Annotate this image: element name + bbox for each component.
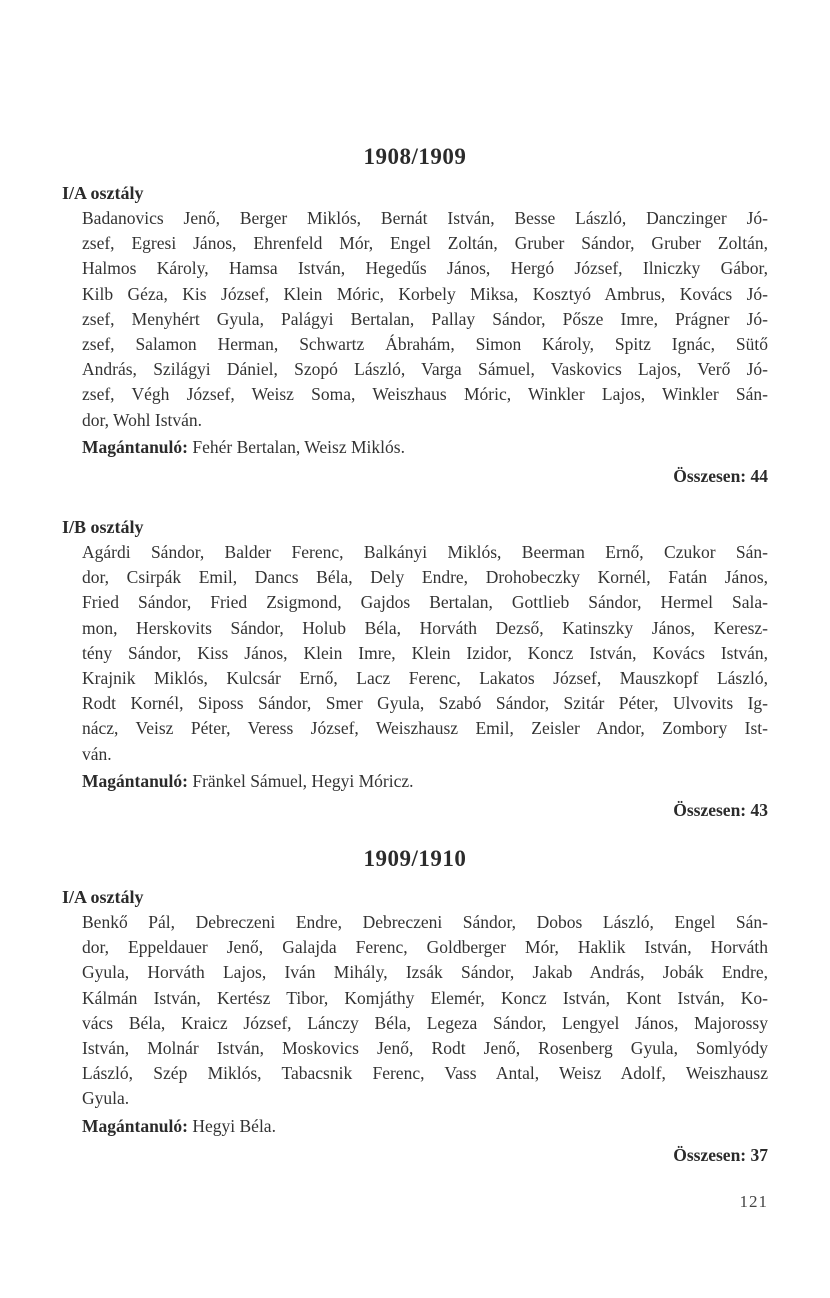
student-list-line: Kilb Géza, Kis József, Klein Móric, Korbely Miksa, Kosztyó Ambrus, Kovács Jó-: [82, 283, 768, 304]
student-list-line: zsef, Végh József, Weisz Soma, Weiszhaus Móric, Winkler Lajos, Winkler Sán-: [82, 384, 768, 405]
private-students-names: Hegyi Béla.: [192, 1115, 276, 1136]
student-list-line: László, Szép Miklós, Tabacsnik Ferenc, Vass Antal, Weisz Adolf, Weiszhausz: [82, 1063, 768, 1084]
student-list-line: Badanovics Jenő, Berger Miklós, Bernát István, Besse László, Danczinger Jó-: [82, 208, 768, 228]
student-list-line: Krajnik Miklós, Kulcsár Ernő, Lacz Ferenc, Lakatos József, Mauszkopf László,: [82, 668, 768, 689]
class-title: I/A osztály: [62, 887, 144, 907]
class-total: Összesen: 37: [673, 1144, 768, 1165]
student-list-line: Kálmán István, Kertész Tibor, Komjáthy Elemér, Koncz István, Kont István, Ko-: [82, 987, 768, 1008]
student-list: [82, 910, 768, 1112]
student-list-line: zsef, Egresi János, Ehrenfeld Mór, Engel Zoltán, Gruber Sándor, Gruber Zoltán,: [82, 233, 768, 254]
class-block-1908-IB: [62, 514, 768, 823]
student-list-line: Gyula, Horváth Lajos, Iván Mihály, Izsák Sándor, Jakab András, Jobák Endre,: [82, 962, 768, 983]
student-list-line: dor, Eppeldauer Jenő, Galajda Ferenc, Goldberger Mór, Haklik István, Horváth: [82, 937, 768, 958]
private-students-names: Fehér Bertalan, Weisz Miklós.: [192, 436, 405, 457]
private-students: [82, 1114, 768, 1139]
year-heading: 1908/1909: [363, 144, 467, 169]
student-list-line: András, Szilágyi Dániel, Szopó László, Varga Sámuel, Vaskovics Lajos, Verő Jó-: [82, 359, 768, 380]
student-list: [82, 540, 768, 767]
student-list-line: István, Molnár István, Moskovics Jenő, Rodt Jenő, Rosenberg Gyula, Somlyódy: [82, 1038, 768, 1059]
class-title: I/A osztály: [62, 183, 144, 203]
class-total: Összesen: 44: [673, 465, 768, 486]
student-list-line: Halmos Károly, Hamsa István, Hegedűs János, Hergó József, Ilniczky Gábor,: [82, 258, 768, 279]
private-students-label: Magántanuló:: [82, 770, 188, 791]
class-block-1908-IA: [62, 180, 768, 489]
class-title: I/B osztály: [62, 517, 144, 537]
student-list-line: zsef, Salamon Herman, Schwartz Ábrahám, Simon Károly, Spitz Ignác, Sütő: [82, 334, 768, 355]
private-students-label: Magántanuló:: [82, 436, 188, 457]
student-list-line: Rodt Kornél, Siposs Sándor, Smer Gyula, Szabó Sándor, Szitár Péter, Ulvovits Ig-: [82, 693, 768, 714]
student-list-line: Gyula.: [82, 1088, 130, 1109]
student-list-line: mon, Herskovits Sándor, Holub Béla, Horváth Dezső, Katinszky János, Keresz-: [82, 617, 768, 638]
student-list-line: Benkő Pál, Debreczeni Endre, Debreczeni Sándor, Dobos László, Engel Sán-: [82, 912, 768, 932]
student-list: [82, 206, 768, 433]
student-list-line: zsef, Menyhért Gyula, Palágyi Bertalan, Pallay Sándor, Pősze Imre, Prágner Jó-: [82, 308, 768, 329]
page-number: 121: [739, 1192, 768, 1211]
year-heading: 1909/1910: [363, 846, 467, 871]
student-list-line: Agárdi Sándor, Balder Ferenc, Balkányi Miklós, Beerman Ernő, Czukor Sán-: [82, 542, 768, 562]
student-list-line: tény Sándor, Kiss János, Klein Imre, Klein Izidor, Koncz István, Kovács István,: [82, 642, 768, 663]
student-list-line: ván.: [82, 743, 112, 764]
student-list-line: vács Béla, Kraicz József, Lánczy Béla, Legeza Sándor, Lengyel János, Majorossy: [82, 1012, 768, 1033]
student-list-line: Fried Sándor, Fried Zsigmond, Gajdos Bertalan, Gottlieb Sándor, Hermel Sala-: [82, 592, 768, 613]
student-list-line: nácz, Veisz Péter, Veress József, Weiszhausz Emil, Zeisler Andor, Zombory Ist-: [82, 718, 768, 739]
student-list-line: dor, Csirpák Emil, Dancs Béla, Dely Endre, Drohobeczky Kornél, Fatán János,: [82, 567, 768, 588]
student-list-line: dor, Wohl István.: [82, 409, 203, 430]
private-students: [82, 769, 768, 794]
private-students: [82, 435, 768, 460]
private-students-names: Fränkel Sámuel, Hegyi Móricz.: [192, 770, 414, 791]
class-total: Összesen: 43: [673, 799, 768, 820]
class-block-1909-IA: [62, 884, 768, 1168]
private-students-label: Magántanuló:: [82, 1115, 188, 1136]
